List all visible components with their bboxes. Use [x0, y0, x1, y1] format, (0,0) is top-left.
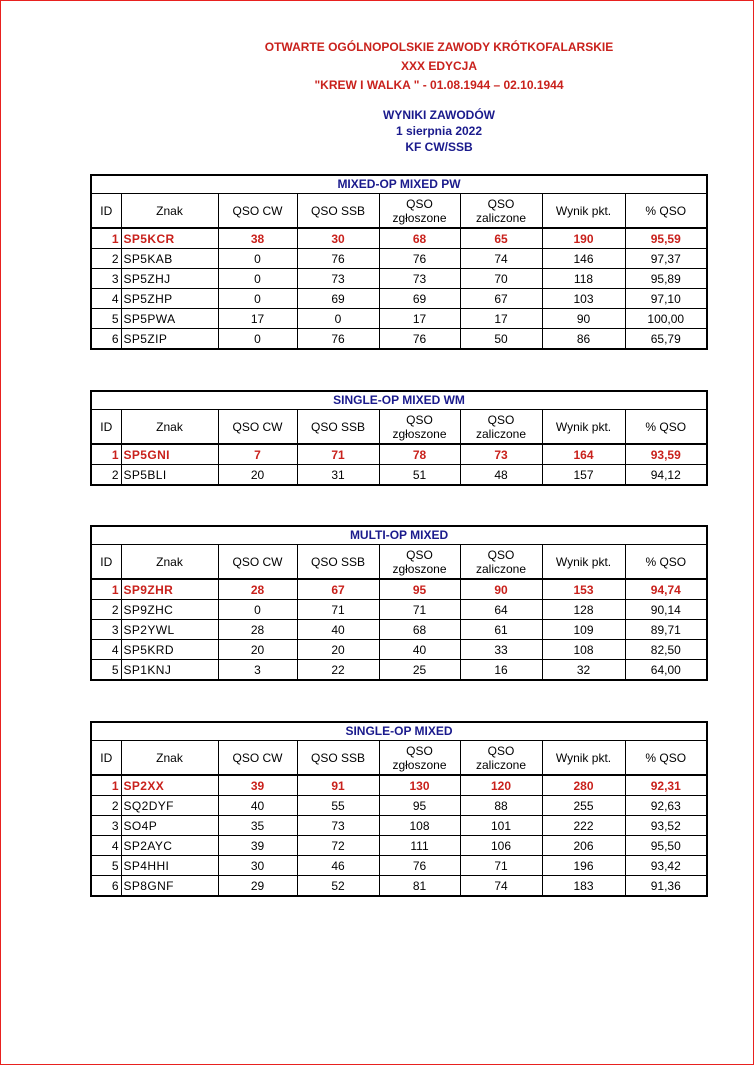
qso-confirmed-cell: 73 — [460, 444, 542, 465]
pct-cell: 97,10 — [625, 289, 707, 309]
qso-ssb-cell: 40 — [297, 620, 379, 640]
callsign-cell: SO4P — [121, 816, 218, 836]
score-cell: 108 — [542, 640, 625, 660]
callsign-cell: SQ2DYF — [121, 796, 218, 816]
pct-cell: 65,79 — [625, 329, 707, 350]
qso-confirmed-cell: 67 — [460, 289, 542, 309]
qso-confirmed-cell: 16 — [460, 660, 542, 681]
col-qso-claimed-header-line: QSO — [406, 412, 433, 427]
col-qso-claimed-header-line: zgłoszone — [392, 210, 447, 225]
score-cell: 109 — [542, 620, 625, 640]
pct-cell: 93,59 — [625, 444, 707, 465]
qso-ssb-cell: 72 — [297, 836, 379, 856]
qso-cw-cell: 35 — [218, 816, 297, 836]
qso-claimed-cell: 78 — [379, 444, 460, 465]
qso-cw-cell: 38 — [218, 228, 297, 249]
qso-confirmed-cell: 120 — [460, 775, 542, 796]
qso-cw-cell: 40 — [218, 796, 297, 816]
qso-claimed-cell: 76 — [379, 856, 460, 876]
col-qso-confirmed-header-line: QSO — [487, 743, 515, 758]
rank-cell: 3 — [91, 620, 121, 640]
contest-edition: XXX EDYCJA — [400, 59, 478, 73]
qso-ssb-cell: 55 — [297, 796, 379, 816]
winner-row — [91, 775, 707, 796]
score-cell: 255 — [542, 796, 625, 816]
col-id-header: ID — [91, 410, 121, 445]
qso-claimed-cell: 51 — [379, 465, 460, 486]
qso-confirmed-cell: 101 — [460, 816, 542, 836]
col-qso-confirmed-header-line: QSO — [487, 547, 515, 562]
score-cell: 118 — [542, 269, 625, 289]
rank-cell: 6 — [91, 329, 121, 350]
col-qso-ssb-header: QSO SSB — [297, 741, 379, 776]
qso-ssb-cell: 71 — [297, 444, 379, 465]
qso-claimed-cell: 69 — [379, 289, 460, 309]
qso-confirmed-cell: 71 — [460, 856, 542, 876]
col-qso-cw-header: QSO CW — [218, 741, 297, 776]
qso-cw-cell: 29 — [218, 876, 297, 897]
winner-row — [91, 228, 707, 249]
qso-confirmed-cell: 90 — [460, 579, 542, 600]
qso-cw-cell: 28 — [218, 579, 297, 600]
col-qso-confirmed-header-line: QSO — [487, 196, 515, 211]
col-qso-ssb-header: QSO SSB — [297, 410, 379, 445]
pct-cell: 93,42 — [625, 856, 707, 876]
results-table — [90, 721, 708, 897]
rank-cell: 2 — [91, 600, 121, 620]
qso-claimed-cell: 108 — [379, 816, 460, 836]
col-score-header: Wynik pkt. — [542, 194, 625, 229]
pct-cell: 91,36 — [625, 876, 707, 897]
table-row — [91, 289, 707, 309]
col-pct-header: % QSO — [625, 410, 707, 445]
rank-cell: 5 — [91, 309, 121, 329]
col-pct-header: % QSO — [625, 545, 707, 580]
qso-ssb-cell: 91 — [297, 775, 379, 796]
column-header-row — [91, 545, 707, 580]
callsign-cell: SP5GNI — [121, 444, 218, 465]
rank-cell: 1 — [91, 775, 121, 796]
contest-motto-dates: "KREW I WALKA " - 01.08.1944 – 02.10.1944 — [314, 78, 564, 92]
pct-cell: 97,37 — [625, 249, 707, 269]
results-table — [90, 174, 708, 350]
pct-cell: 94,74 — [625, 579, 707, 600]
qso-ssb-cell: 22 — [297, 660, 379, 681]
qso-claimed-cell: 73 — [379, 269, 460, 289]
col-call-header: Znak — [121, 545, 218, 580]
col-qso-claimed-header-line: zgłoszone — [392, 426, 447, 441]
qso-claimed-cell: 76 — [379, 329, 460, 350]
callsign-cell: SP8GNF — [121, 876, 218, 897]
qso-ssb-cell: 0 — [297, 309, 379, 329]
results-band-mode: KF CW/SSB — [405, 140, 473, 154]
rank-cell: 4 — [91, 289, 121, 309]
qso-claimed-cell: 17 — [379, 309, 460, 329]
qso-claimed-cell: 25 — [379, 660, 460, 681]
callsign-cell: SP5ZIP — [121, 329, 218, 350]
pct-cell: 90,14 — [625, 600, 707, 620]
score-cell: 183 — [542, 876, 625, 897]
callsign-cell: SP2AYC — [121, 836, 218, 856]
col-qso-claimed-header — [379, 410, 460, 445]
col-score-header: Wynik pkt. — [542, 545, 625, 580]
table-row — [91, 465, 707, 486]
callsign-cell: SP5BLI — [121, 465, 218, 486]
col-call-header: Znak — [121, 410, 218, 445]
qso-confirmed-cell: 48 — [460, 465, 542, 486]
table-category-title: SINGLE-OP MIXED — [91, 722, 707, 741]
qso-ssb-cell: 31 — [297, 465, 379, 486]
qso-confirmed-cell: 50 — [460, 329, 542, 350]
qso-ssb-cell: 73 — [297, 269, 379, 289]
qso-cw-cell: 0 — [218, 249, 297, 269]
results-table — [90, 525, 708, 681]
rank-cell: 2 — [91, 249, 121, 269]
table-category-title: SINGLE-OP MIXED WM — [91, 391, 707, 410]
table-row — [91, 249, 707, 269]
col-qso-ssb-header: QSO SSB — [297, 545, 379, 580]
table-row — [91, 640, 707, 660]
qso-confirmed-cell: 74 — [460, 876, 542, 897]
col-score-header: Wynik pkt. — [542, 741, 625, 776]
score-cell: 157 — [542, 465, 625, 486]
qso-confirmed-cell: 64 — [460, 600, 542, 620]
qso-claimed-cell: 40 — [379, 640, 460, 660]
callsign-cell: SP4HHI — [121, 856, 218, 876]
rank-cell: 1 — [91, 228, 121, 249]
column-header-row — [91, 410, 707, 445]
column-header-row — [91, 741, 707, 776]
score-cell: 190 — [542, 228, 625, 249]
callsign-cell: SP9ZHR — [121, 579, 218, 600]
score-cell: 103 — [542, 289, 625, 309]
col-qso-confirmed-header-line: zaliczone — [475, 757, 527, 772]
qso-ssb-cell: 46 — [297, 856, 379, 876]
pct-cell: 64,00 — [625, 660, 707, 681]
qso-cw-cell: 39 — [218, 775, 297, 796]
col-qso-claimed-header — [379, 741, 460, 776]
qso-cw-cell: 28 — [218, 620, 297, 640]
qso-cw-cell: 17 — [218, 309, 297, 329]
score-cell: 146 — [542, 249, 625, 269]
qso-ssb-cell: 52 — [297, 876, 379, 897]
callsign-cell: SP5PWA — [121, 309, 218, 329]
qso-confirmed-cell: 65 — [460, 228, 542, 249]
table-row — [91, 329, 707, 350]
contest-title: OTWARTE OGÓLNOPOLSKIE ZAWODY KRÓTKOFALARSKIE — [264, 40, 614, 54]
score-cell: 90 — [542, 309, 625, 329]
qso-claimed-cell: 68 — [379, 620, 460, 640]
pct-cell: 89,71 — [625, 620, 707, 640]
col-id-header: ID — [91, 545, 121, 580]
rank-cell: 4 — [91, 836, 121, 856]
pct-cell: 95,89 — [625, 269, 707, 289]
qso-claimed-cell: 95 — [379, 796, 460, 816]
qso-confirmed-cell: 88 — [460, 796, 542, 816]
qso-cw-cell: 3 — [218, 660, 297, 681]
col-qso-confirmed-header-line: zaliczone — [475, 561, 527, 576]
col-qso-cw-header: QSO CW — [218, 194, 297, 229]
score-cell: 222 — [542, 816, 625, 836]
col-id-header: ID — [91, 741, 121, 776]
qso-cw-cell: 20 — [218, 465, 297, 486]
col-qso-cw-header: QSO CW — [218, 545, 297, 580]
qso-cw-cell: 0 — [218, 269, 297, 289]
rank-cell: 1 — [91, 444, 121, 465]
pct-cell: 95,59 — [625, 228, 707, 249]
qso-ssb-cell: 69 — [297, 289, 379, 309]
table-category-title: MULTI-OP MIXED — [91, 526, 707, 545]
qso-confirmed-cell: 17 — [460, 309, 542, 329]
rank-cell: 2 — [91, 465, 121, 486]
pct-cell: 92,63 — [625, 796, 707, 816]
rank-cell: 5 — [91, 856, 121, 876]
col-score-header: Wynik pkt. — [542, 410, 625, 445]
callsign-cell: SP5KAB — [121, 249, 218, 269]
col-qso-claimed-header-line: zgłoszone — [392, 757, 447, 772]
table-row — [91, 600, 707, 620]
table-row — [91, 816, 707, 836]
score-cell: 196 — [542, 856, 625, 876]
table-row — [91, 269, 707, 289]
col-qso-confirmed-header-line: zaliczone — [475, 210, 527, 225]
results-table — [90, 390, 708, 486]
col-qso-claimed-header-line: QSO — [406, 196, 433, 211]
col-qso-claimed-header-line: zgłoszone — [392, 561, 447, 576]
results-date: 1 sierpnia 2022 — [395, 124, 483, 138]
table-row — [91, 836, 707, 856]
col-qso-confirmed-header — [460, 741, 542, 776]
score-cell: 153 — [542, 579, 625, 600]
callsign-cell: SP9ZHC — [121, 600, 218, 620]
qso-cw-cell: 0 — [218, 600, 297, 620]
qso-cw-cell: 0 — [218, 329, 297, 350]
qso-ssb-cell: 76 — [297, 329, 379, 350]
rank-cell: 3 — [91, 269, 121, 289]
col-qso-cw-header: QSO CW — [218, 410, 297, 445]
qso-cw-cell: 7 — [218, 444, 297, 465]
pct-cell: 92,31 — [625, 775, 707, 796]
pct-cell: 82,50 — [625, 640, 707, 660]
table-row — [91, 309, 707, 329]
score-cell: 206 — [542, 836, 625, 856]
pct-cell: 94,12 — [625, 465, 707, 486]
qso-cw-cell: 20 — [218, 640, 297, 660]
rank-cell: 3 — [91, 816, 121, 836]
col-qso-confirmed-header-line: QSO — [487, 412, 515, 427]
results-label: WYNIKI ZAWODÓW — [383, 108, 495, 122]
col-pct-header: % QSO — [625, 194, 707, 229]
rank-cell: 5 — [91, 660, 121, 681]
results-header — [0, 107, 754, 155]
col-qso-confirmed-header — [460, 410, 542, 445]
document-header — [0, 38, 754, 95]
qso-cw-cell: 39 — [218, 836, 297, 856]
qso-confirmed-cell: 61 — [460, 620, 542, 640]
callsign-cell: SP1KNJ — [121, 660, 218, 681]
score-cell: 128 — [542, 600, 625, 620]
col-call-header: Znak — [121, 741, 218, 776]
table-row — [91, 660, 707, 681]
pct-cell: 100,00 — [625, 309, 707, 329]
col-pct-header: % QSO — [625, 741, 707, 776]
qso-cw-cell: 0 — [218, 289, 297, 309]
qso-ssb-cell: 30 — [297, 228, 379, 249]
col-qso-claimed-header-line: QSO — [406, 743, 433, 758]
table-row — [91, 796, 707, 816]
callsign-cell: SP2XX — [121, 775, 218, 796]
col-qso-confirmed-header — [460, 545, 542, 580]
col-id-header: ID — [91, 194, 121, 229]
callsign-cell: SP5KCR — [121, 228, 218, 249]
col-qso-ssb-header: QSO SSB — [297, 194, 379, 229]
qso-ssb-cell: 73 — [297, 816, 379, 836]
callsign-cell: SP2YWL — [121, 620, 218, 640]
rank-cell: 4 — [91, 640, 121, 660]
qso-claimed-cell: 81 — [379, 876, 460, 897]
pct-cell: 95,50 — [625, 836, 707, 856]
qso-ssb-cell: 71 — [297, 600, 379, 620]
qso-ssb-cell: 20 — [297, 640, 379, 660]
rank-cell: 2 — [91, 796, 121, 816]
pct-cell: 93,52 — [625, 816, 707, 836]
table-row — [91, 856, 707, 876]
qso-confirmed-cell: 106 — [460, 836, 542, 856]
rank-cell: 1 — [91, 579, 121, 600]
qso-claimed-cell: 76 — [379, 249, 460, 269]
score-cell: 164 — [542, 444, 625, 465]
callsign-cell: SP5ZHP — [121, 289, 218, 309]
score-cell: 280 — [542, 775, 625, 796]
qso-confirmed-cell: 70 — [460, 269, 542, 289]
rank-cell: 6 — [91, 876, 121, 897]
qso-confirmed-cell: 74 — [460, 249, 542, 269]
qso-claimed-cell: 95 — [379, 579, 460, 600]
score-cell: 32 — [542, 660, 625, 681]
col-qso-claimed-header — [379, 545, 460, 580]
table-row — [91, 876, 707, 897]
column-header-row — [91, 194, 707, 229]
score-cell: 86 — [542, 329, 625, 350]
qso-claimed-cell: 71 — [379, 600, 460, 620]
qso-ssb-cell: 76 — [297, 249, 379, 269]
col-qso-claimed-header — [379, 194, 460, 229]
col-qso-confirmed-header — [460, 194, 542, 229]
col-qso-confirmed-header-line: zaliczone — [475, 426, 527, 441]
col-call-header: Znak — [121, 194, 218, 229]
winner-row — [91, 579, 707, 600]
winner-row — [91, 444, 707, 465]
table-category-title: MIXED-OP MIXED PW — [91, 175, 707, 194]
qso-claimed-cell: 68 — [379, 228, 460, 249]
callsign-cell: SP5KRD — [121, 640, 218, 660]
qso-claimed-cell: 111 — [379, 836, 460, 856]
qso-confirmed-cell: 33 — [460, 640, 542, 660]
qso-cw-cell: 30 — [218, 856, 297, 876]
callsign-cell: SP5ZHJ — [121, 269, 218, 289]
qso-ssb-cell: 67 — [297, 579, 379, 600]
table-row — [91, 620, 707, 640]
col-qso-claimed-header-line: QSO — [406, 547, 433, 562]
qso-claimed-cell: 130 — [379, 775, 460, 796]
